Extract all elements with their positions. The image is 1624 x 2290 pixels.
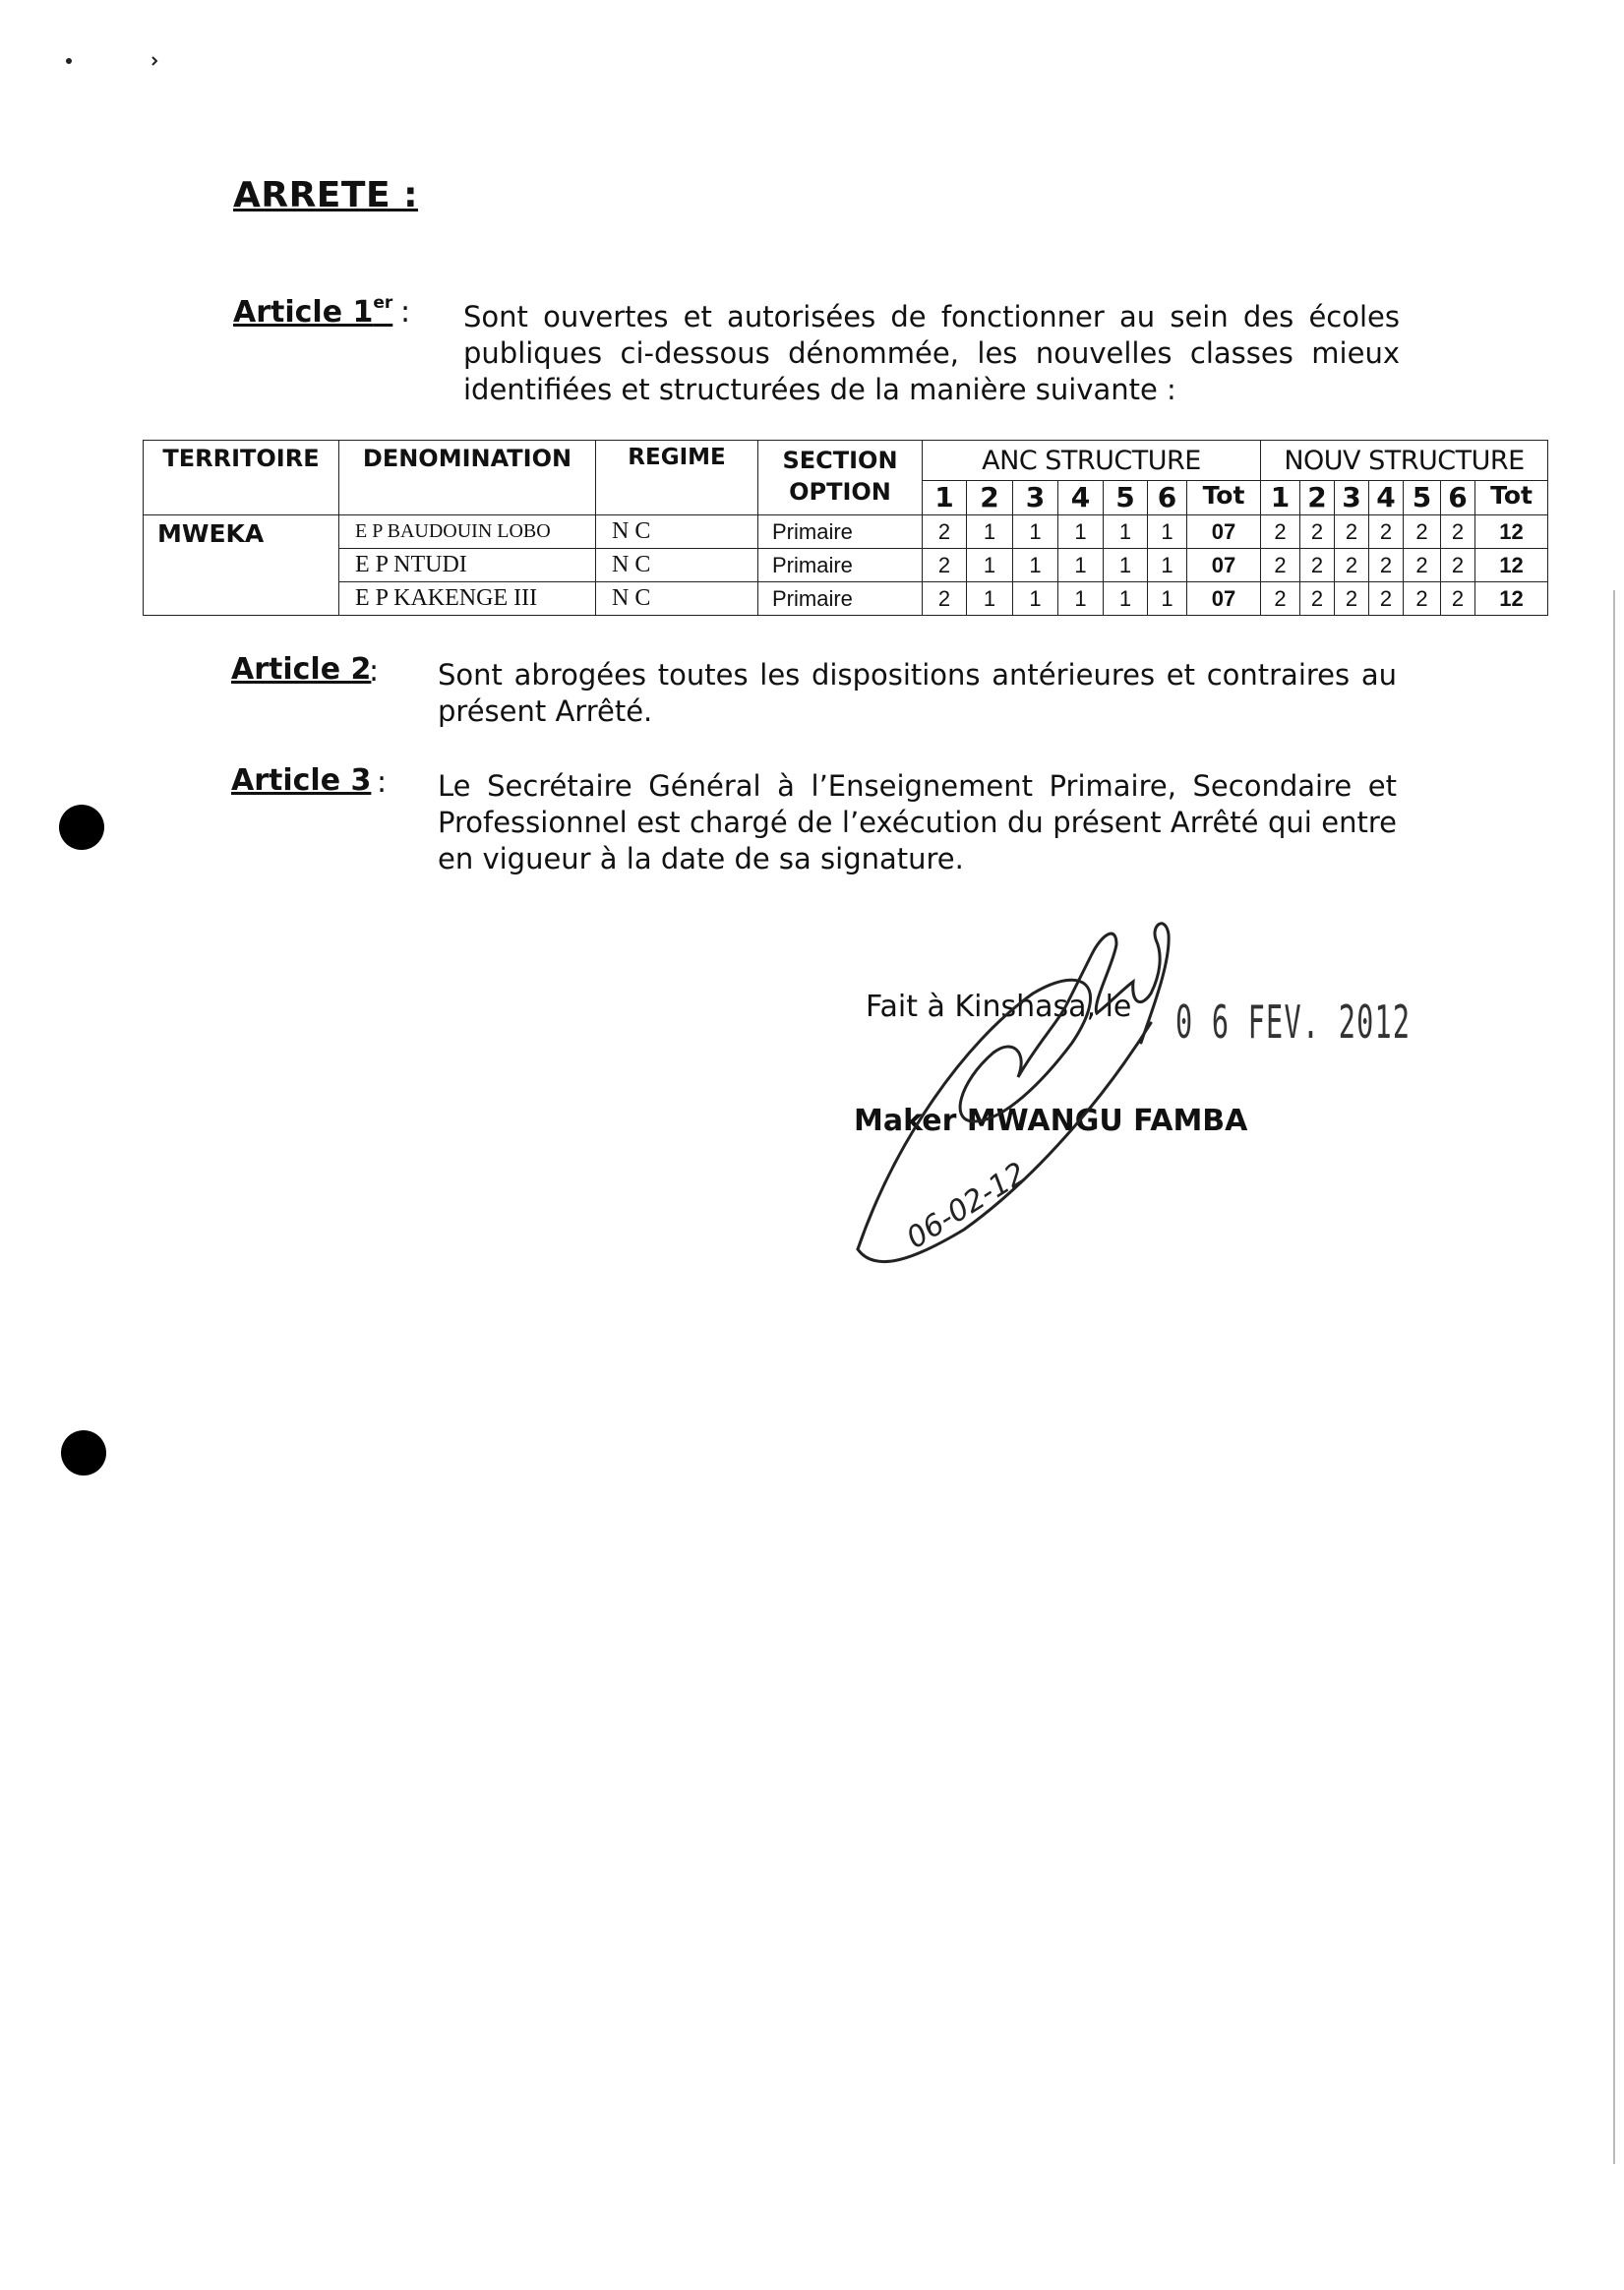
nouv-level-4: 4 [1369,481,1404,515]
article-1-text: Sont ouvertes et autorisées de fonctionner au sein des écoles publiques ci-dessous dénommée, les nouvelles classes mieux identifiées et structurées de la manière suivante : [463,300,1400,406]
article-1-colon: : [400,295,411,330]
nouv-cell: 2 [1300,582,1335,616]
header-anc-structure: ANC STRUCTURE [923,441,1261,481]
handwritten-signature [856,895,1269,1289]
regime-cell: N C [596,549,758,582]
punch-hole-upper [59,805,104,850]
anc-total-cell: 07 [1187,549,1261,582]
section-cell: Primaire [758,582,923,616]
nouv-cell: 2 [1441,582,1475,616]
header-denomination: DENOMINATION [339,441,596,515]
article-3-text: Le Secrétaire Général à l’Enseignement Primaire, Secondaire et Professionnel est chargé de l’exécution du présent Arrêté qui entre en vigueur à la date de sa signature. [438,769,1397,875]
nouv-cell: 2 [1441,549,1475,582]
table-row [144,582,1548,616]
nouv-cell: 2 [1369,582,1404,616]
denomination-cell: E P KAKENGE III [339,582,596,616]
nouv-total-cell: 12 [1475,515,1548,549]
anc-level-5: 5 [1104,481,1148,515]
document-heading: ARRETE : [233,175,418,215]
nouv-cell: 2 [1261,515,1300,549]
classes-table [143,440,1548,616]
article-2-label: Article 2 [231,652,372,687]
article-3-label: Article 3 [231,763,372,798]
nouv-cell: 2 [1404,549,1441,582]
nouv-cell: 2 [1369,549,1404,582]
signer-name: Maker MWANGU FAMBA [854,1104,1248,1138]
article-3-colon: : [377,765,388,800]
anc-total-cell: 07 [1187,515,1261,549]
nouv-total-cell: 12 [1475,582,1548,616]
nouv-cell: 2 [1300,549,1335,582]
anc-cell: 2 [923,515,967,549]
nouv-cell: 2 [1261,549,1300,582]
anc-cell: 1 [967,515,1013,549]
regime-cell: N C [596,515,758,549]
anc-total-cell: 07 [1187,582,1261,616]
table-row [144,549,1548,582]
anc-cell: 2 [923,549,967,582]
header-section-option: SECTION OPTION [758,441,923,515]
nouv-level-2: 2 [1300,481,1335,515]
anc-cell: 1 [1058,515,1104,549]
anc-level-6: 6 [1148,481,1187,515]
article-1-label: Article 1er [233,293,393,330]
header-regime: REGIME [596,441,758,515]
anc-cell: 1 [1148,582,1187,616]
nouv-cell: 2 [1404,582,1441,616]
article-2-text: Sont abrogées toutes les dispositions antérieures et contraires au présent Arrêté. [438,658,1397,728]
anc-level-1: 1 [923,481,967,515]
nouv-level-tot: Tot [1475,481,1548,515]
anc-cell: 1 [1013,549,1058,582]
section-cell: Primaire [758,515,923,549]
anc-cell: 1 [1013,582,1058,616]
nouv-level-6: 6 [1441,481,1475,515]
anc-cell: 1 [1058,549,1104,582]
territoire-cell: MWEKA [144,515,339,616]
punch-hole-lower [61,1430,106,1476]
anc-cell: 1 [1013,515,1058,549]
anc-cell: 1 [1104,515,1148,549]
header-territoire: TERRITOIRE [144,441,339,515]
handwritten-date: 06-02-12 [900,1155,1033,1256]
nouv-level-5: 5 [1404,481,1441,515]
anc-level-3: 3 [1013,481,1058,515]
anc-cell: 1 [1148,515,1187,549]
anc-level-tot: Tot [1187,481,1261,515]
anc-level-4: 4 [1058,481,1104,515]
denomination-cell: E P BAUDOUIN LOBO [339,515,596,549]
anc-cell: 1 [967,582,1013,616]
nouv-cell: 2 [1404,515,1441,549]
nouv-cell: 2 [1441,515,1475,549]
nouv-level-3: 3 [1335,481,1369,515]
date-stamp: 0 6 FEV. 2012 [1175,995,1412,1049]
denomination-cell: E P NTUDI [339,549,596,582]
nouv-cell: 2 [1335,549,1369,582]
scan-edge-line [1613,590,1615,2164]
nouv-cell: 2 [1369,515,1404,549]
anc-cell: 1 [1104,582,1148,616]
anc-cell: 1 [1104,549,1148,582]
place-date-label: Fait à Kinshasa, le [866,990,1132,1024]
scan-marks [59,49,177,79]
nouv-total-cell: 12 [1475,549,1548,582]
anc-cell: 1 [1148,549,1187,582]
nouv-level-1: 1 [1261,481,1300,515]
header-nouv-structure: NOUV STRUCTURE [1261,441,1548,481]
section-cell: Primaire [758,549,923,582]
anc-cell: 2 [923,582,967,616]
anc-level-2: 2 [967,481,1013,515]
anc-cell: 1 [967,549,1013,582]
nouv-cell: 2 [1261,582,1300,616]
nouv-cell: 2 [1300,515,1335,549]
article-2-colon: : [369,654,380,689]
regime-cell: N C [596,582,758,616]
anc-cell: 1 [1058,582,1104,616]
table-row [144,515,1548,549]
nouv-cell: 2 [1335,515,1369,549]
nouv-cell: 2 [1335,582,1369,616]
